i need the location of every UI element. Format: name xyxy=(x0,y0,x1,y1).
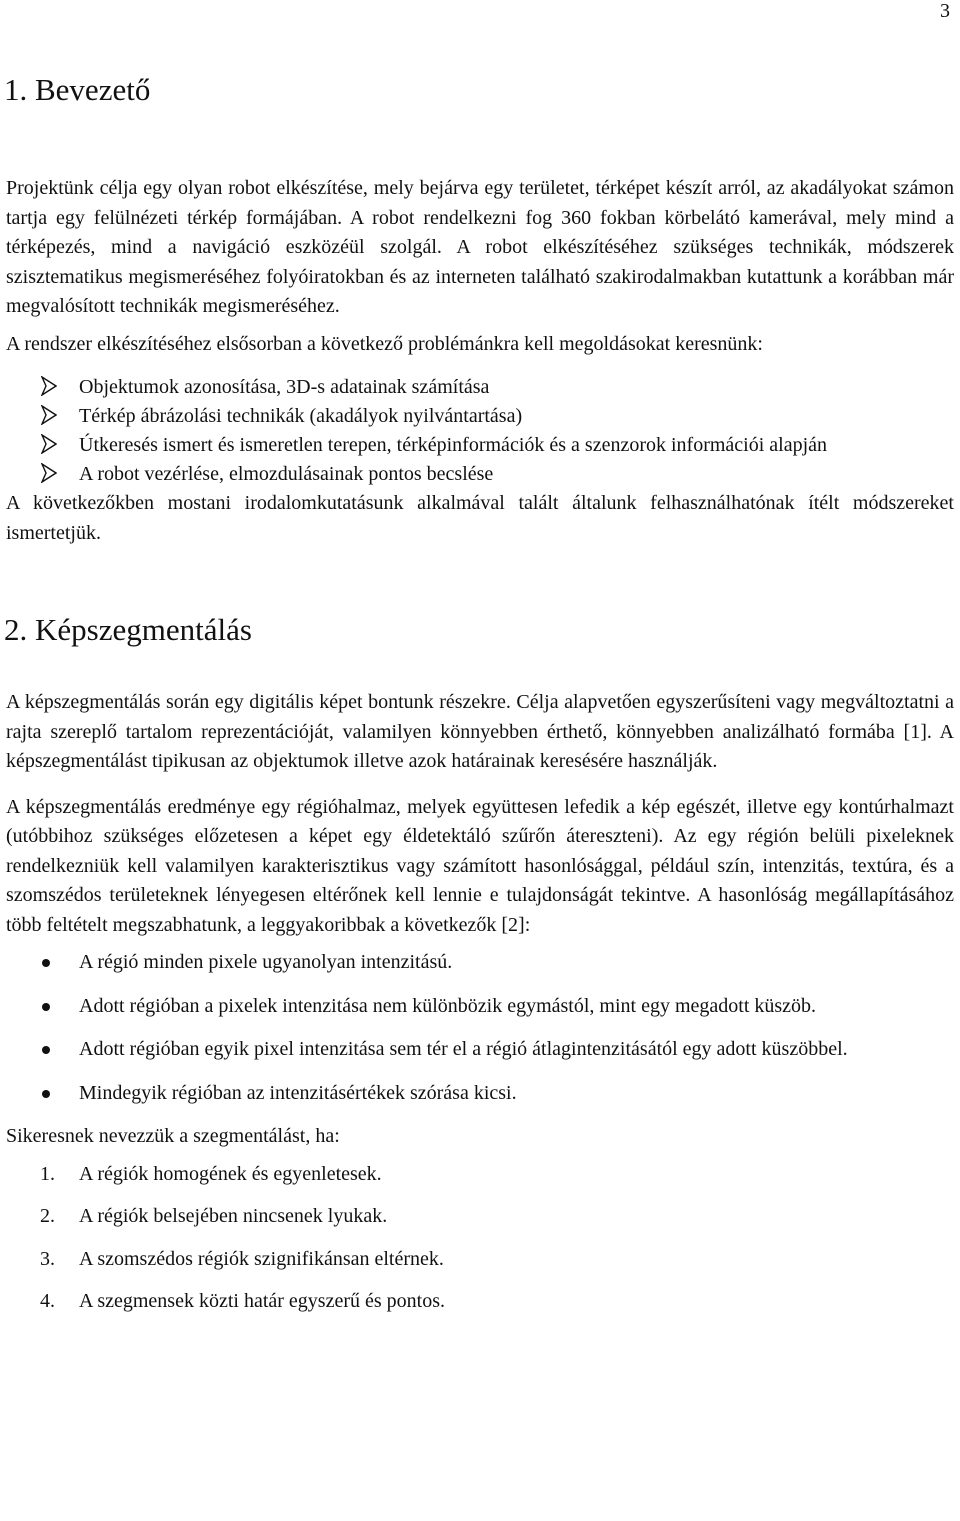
bullet-dot-icon xyxy=(42,959,50,967)
list-item: Objektumok azonosítása, 3D-s adatainak számítása xyxy=(6,373,954,402)
list-item: Adott régióban egyik pixel intenzitása sem tér el a régió átlagintenzitásától egy adott küszöbbel. xyxy=(6,1035,954,1065)
bullet-dot-icon xyxy=(42,1046,50,1054)
list-number: 4. xyxy=(40,1290,55,1312)
section-1-closing: A következőkben mostani irodalomkutatásunk alkalmával talált általunk felhasználhatónak ítélt módszereket ismertetjük. xyxy=(6,492,954,544)
arrow-bullet-icon xyxy=(41,376,57,396)
arrow-bullet-icon xyxy=(41,434,57,454)
bullet-dot-icon xyxy=(42,1090,50,1098)
section-1-intro: Projektünk célja egy olyan robot elkészítése, mely bejárva egy területet, térképet készít arról, az akadályokat számon tartja egy felülnézeti térkép formájában. A robot rendelkezni fog 360 fokban körbelátó kamerával, mely mind a térképezés, mind a navigáció eszközéül szolgál. A robot elkészítéséhez szükséges technikák, módszerek szisztematikus megismeréséhez folyóiratokban és az interneten található szakirodalmakban kutattunk a korábban már megvalósított technikák megismeréséhez. xyxy=(6,177,954,317)
list-item: Térkép ábrázolási technikák (akadályok nyilvántartása) xyxy=(6,402,954,431)
list-item: Útkeresés ismert és ismeretlen terepen, térképinformációk és a szenzorok információi alapján xyxy=(6,431,954,460)
list-item: Adott régióban a pixelek intenzitása nem különbözik egymástól, mint egy megadott küszöb. xyxy=(6,992,954,1022)
section-2-title: 2. Képszegmentálás xyxy=(4,612,252,647)
success-list xyxy=(6,1160,954,1317)
list-item: 3. A szomszédos régiók szignifikánsan eltérnek. xyxy=(6,1245,954,1275)
list-item: 4. A szegmensek közti határ egyszerű és pontos. xyxy=(6,1287,954,1317)
list-number: 1. xyxy=(40,1162,55,1185)
list-item: A régió minden pixele ugyanolyan intenzitású. xyxy=(6,948,954,978)
list-number: 2. xyxy=(40,1205,55,1227)
section-2-paragraph-1: A képszegmentálás során egy digitális képet bontunk részekre. Célja alapvetően egyszerűsíteni vagy megváltoztatni a rajta szereplő tartalom reprezentációját, valamilyen könnyebben érthető, könnyebben analizálható formába [1]. A képszegmentálást tipikusan az objektumok illetve azok határainak keresésére használják. xyxy=(6,691,954,772)
list-item: Mindegyik régióban az intenzitásértékek szórása kicsi. xyxy=(6,1079,954,1109)
bullet-dot-icon xyxy=(42,1003,50,1011)
problems-list xyxy=(6,373,954,489)
document-body xyxy=(6,64,954,1330)
problems-lead: A rendszer elkészítéséhez elsősorban a következő problémánkra kell megoldásokat keresnünk: xyxy=(6,332,763,355)
criteria-list xyxy=(6,948,954,1108)
list-number: 3. xyxy=(40,1247,55,1270)
page-number: 3 xyxy=(940,0,950,22)
arrow-bullet-icon xyxy=(41,405,57,425)
list-item: A robot vezérlése, elmozdulásainak pontos becslése xyxy=(6,460,954,489)
section-1-title: 1. Bevezető xyxy=(4,72,151,107)
list-item: 1. A régiók homogének és egyenletesek. xyxy=(6,1160,954,1190)
list-item: 2. A régiók belsejében nincsenek lyukak. xyxy=(6,1202,954,1232)
section-2-paragraph-2: A képszegmentálás eredménye egy régióhalmaz, melyek együttesen lefedik a kép egészét, illetve egy kontúrhalmazt (utóbbihoz szükséges előzetesen a képet egy éldetektáló szűrőn átereszteni). Az egy régión belüli pixeleknek rendelkezniük kell valamilyen karakterisztikus vagy számított hasonlósággal, például szín, intenzitás, textúra, és a szomszédos területeknek lényegesen eltérőnek kell lennie e tulajdonságát tekintve. A hasonlóság megállapításához több feltételt megszabhatunk, a leggyakoribbak a következők [2]: xyxy=(6,795,954,936)
success-lead: Sikeresnek nevezzük a szegmentálást, ha: xyxy=(6,1125,340,1147)
arrow-bullet-icon xyxy=(41,463,57,483)
